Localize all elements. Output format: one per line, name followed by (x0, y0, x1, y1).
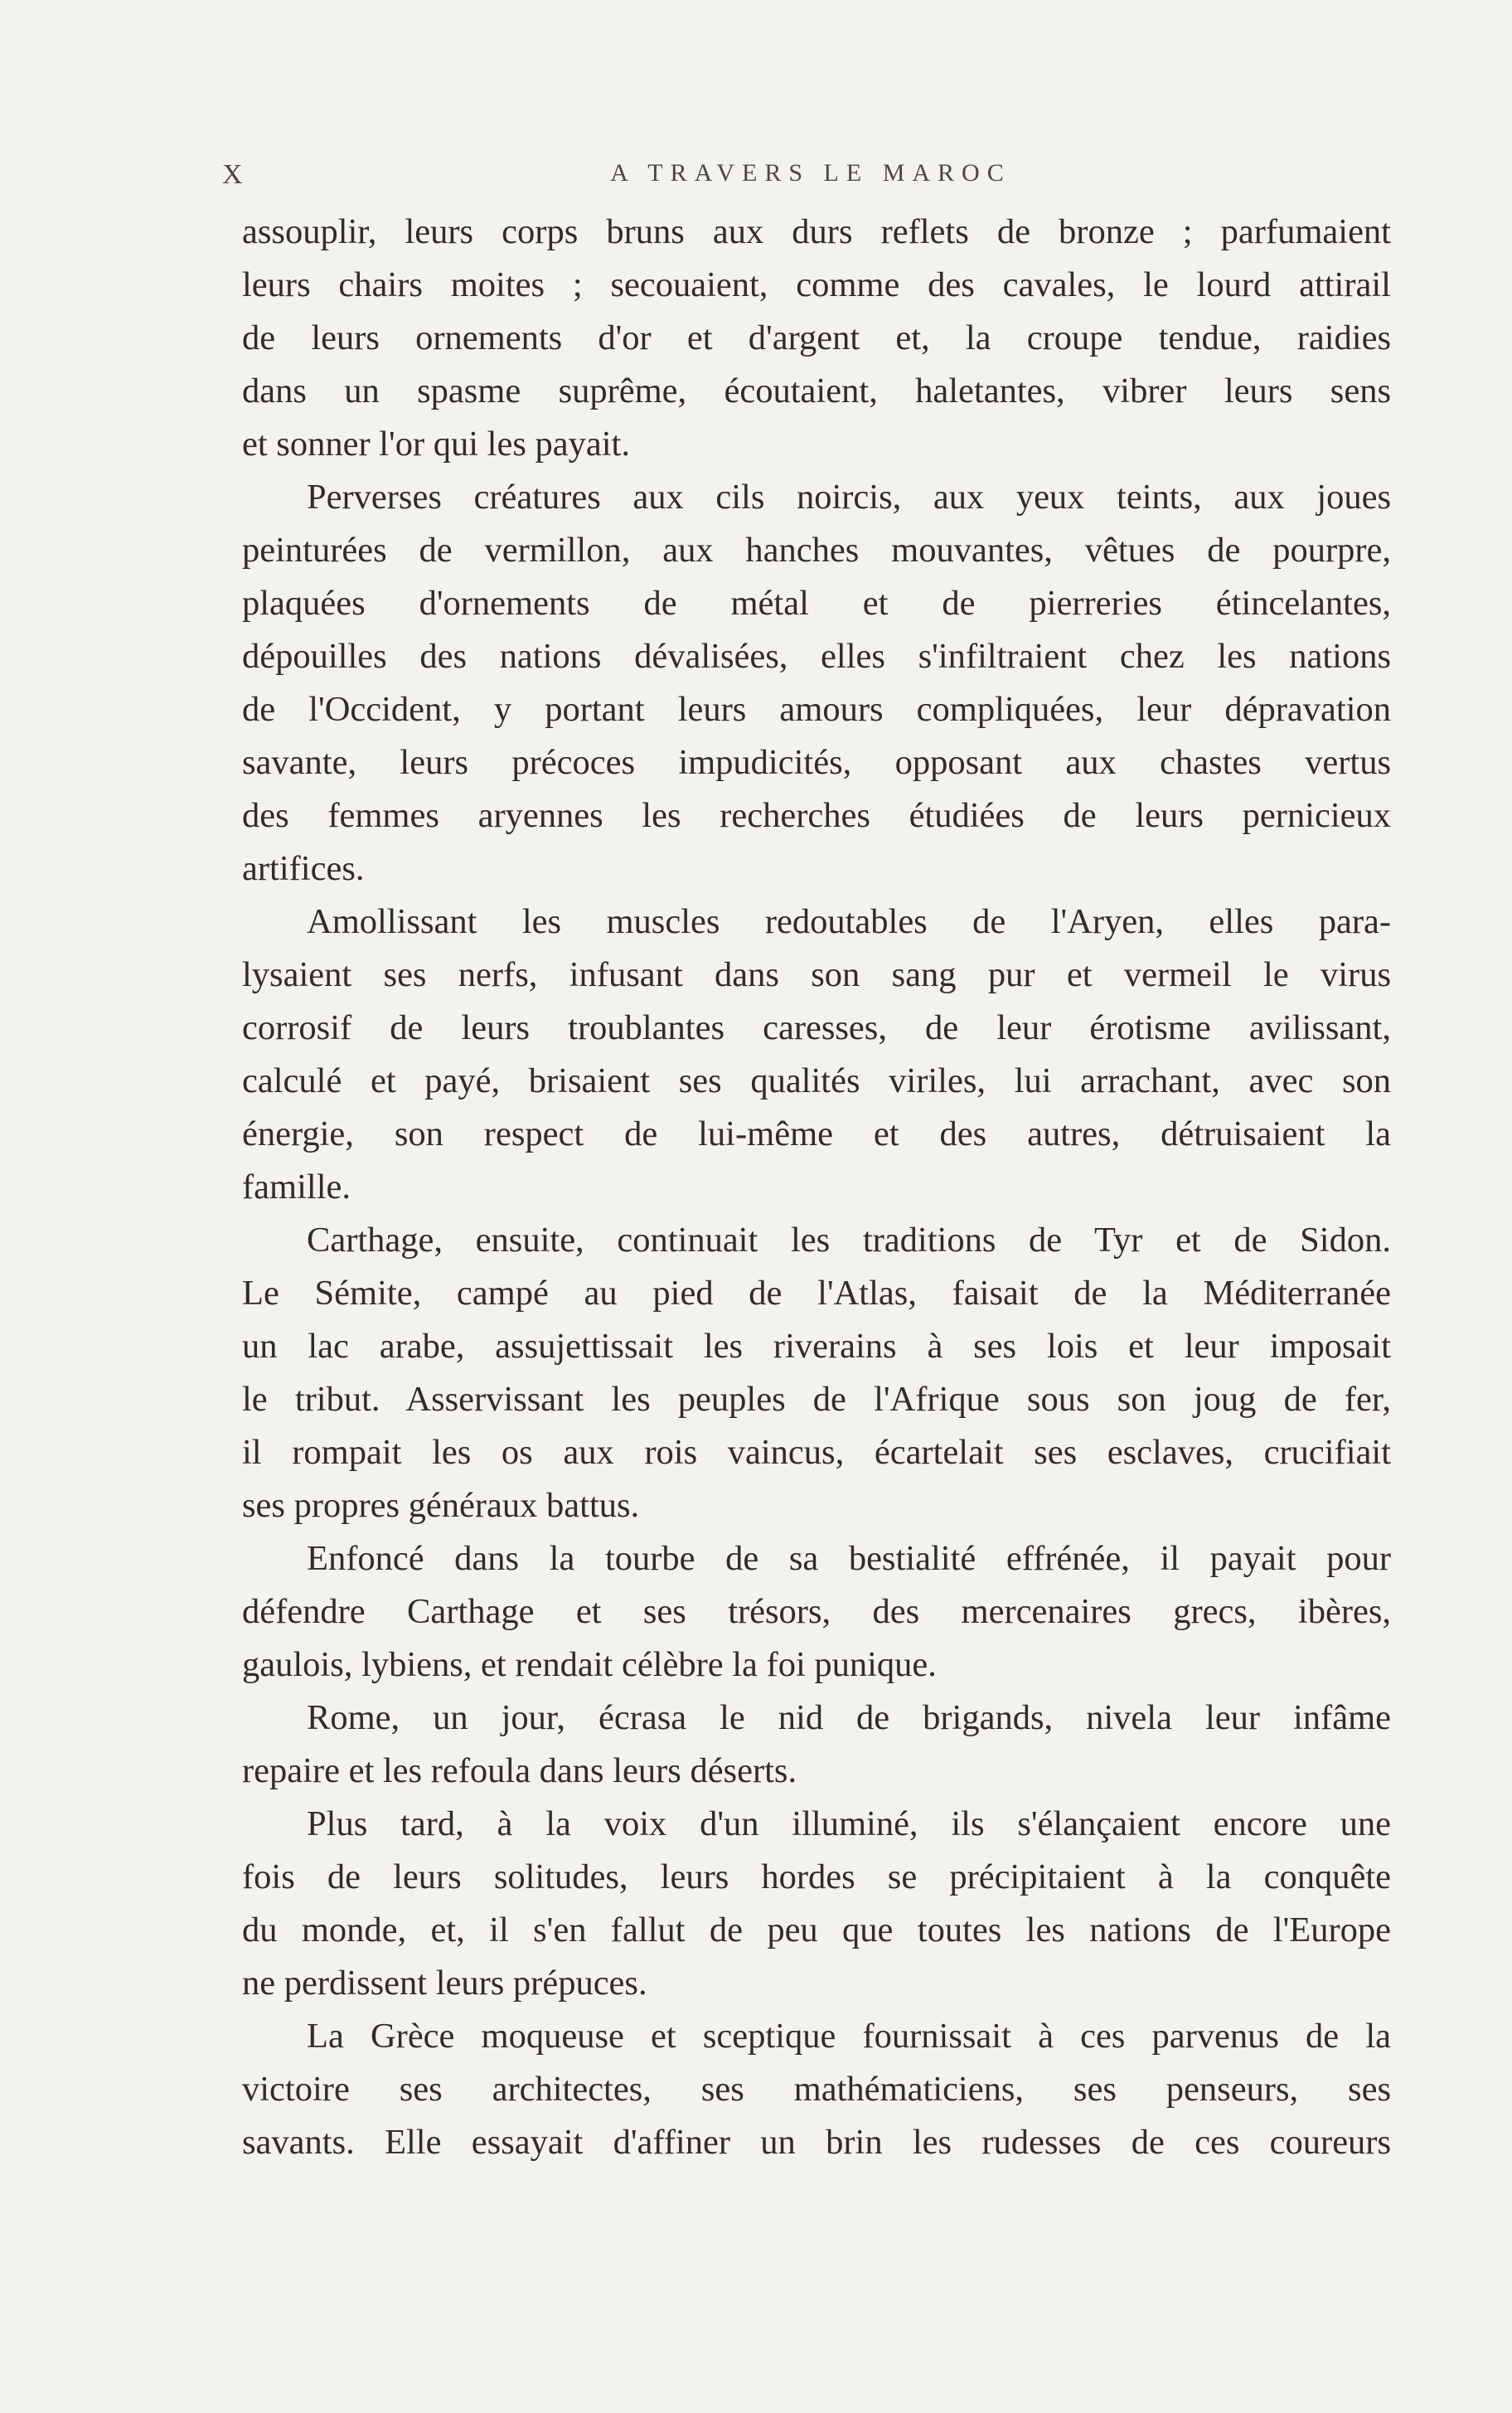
text-line: corrosif de leurs troublantes caresses, de leur érotisme avilissant, (242, 1008, 1391, 1047)
text-line: le tribut. Asservissant les peuples de l'Afrique sous son joug de fer, (242, 1380, 1391, 1419)
text-line: dans un spasme suprême, écoutaient, haletantes, vibrer leurs sens (242, 371, 1391, 410)
text-line: Plus tard, à la voix d'un illuminé, ils s'élançaient encore une (307, 1804, 1391, 1843)
text-line: de leurs ornements d'or et d'argent et, la croupe tendue, raidies (242, 318, 1391, 357)
text-line: dépouilles des nations dévalisées, elles s'infiltraient chez les nations (242, 637, 1391, 676)
text-line: Carthage, ensuite, continuait les traditions de Tyr et de Sidon. (307, 1221, 1391, 1260)
text-line: calculé et payé, brisaient ses qualités viriles, lui arrachant, avec son (242, 1061, 1391, 1100)
text-line: des femmes aryennes les recherches étudiées de leurs pernicieux (242, 796, 1391, 835)
text-line: plaquées d'ornements de métal et de pierreries étincelantes, (242, 584, 1391, 623)
text-line: ne perdissent leurs prépuces. (242, 1964, 647, 2003)
text-line: Enfoncé dans la tourbe de sa bestialité effrénée, il payait pour (307, 1539, 1391, 1578)
text-line: il rompait les os aux rois vaincus, écartelait ses esclaves, crucifiait (242, 1433, 1391, 1472)
text-line: savante, leurs précoces impudicités, opposant aux chastes vertus (242, 743, 1391, 782)
text-line: Rome, un jour, écrasa le nid de brigands, nivela leur infâme (307, 1698, 1391, 1737)
text-line: artifices. (242, 849, 365, 888)
text-line: un lac arabe, assujettissait les riverains à ses lois et leur imposait (242, 1327, 1391, 1366)
running-title: A TRAVERS LE MAROC (610, 159, 1011, 187)
page-header (222, 159, 1399, 199)
text-line: de l'Occident, y portant leurs amours compliquées, leur dépravation (242, 690, 1391, 729)
text-line: leurs chairs moites ; secouaient, comme des cavales, le lourd attirail (242, 265, 1391, 304)
text-line: victoire ses architectes, ses mathématiciens, ses penseurs, ses (242, 2070, 1391, 2109)
text-line: et sonner l'or qui les payait. (242, 425, 630, 464)
page-number: X (222, 159, 245, 190)
text-line: assouplir, leurs corps bruns aux durs reflets de bronze ; parfumaient (242, 212, 1391, 251)
text-line: du monde, et, il s'en fallut de peu que toutes les nations de l'Europe (242, 1910, 1391, 1949)
text-line: peinturées de vermillon, aux hanches mouvantes, vêtues de pourpre, (242, 531, 1391, 570)
text-line: énergie, son respect de lui-même et des autres, détruisaient la (242, 1114, 1391, 1153)
body-text (242, 206, 1391, 2169)
text-line: repaire et les refoula dans leurs déserts. (242, 1751, 797, 1790)
text-line: famille. (242, 1168, 351, 1206)
text-line: Amollissant les muscles redoutables de l'Aryen, elles para- (307, 902, 1391, 941)
text-line: lysaient ses nerfs, infusant dans son sang pur et vermeil le virus (242, 955, 1391, 994)
text-line: gaulois, lybiens, et rendait célèbre la foi punique. (242, 1645, 937, 1684)
text-line: La Grèce moqueuse et sceptique fournissait à ces parvenus de la (307, 2017, 1391, 2056)
text-line: ses propres généraux battus. (242, 1486, 640, 1525)
text-line: savants. Elle essayait d'affiner un brin les rudesses de ces coureurs (242, 2123, 1391, 2162)
text-line: fois de leurs solitudes, leurs hordes se précipitaient à la conquête (242, 1857, 1391, 1896)
text-line: Perverses créatures aux cils noircis, aux yeux teints, aux joues (307, 478, 1391, 517)
text-line: Le Sémite, campé au pied de l'Atlas, faisait de la Méditerranée (242, 1274, 1391, 1313)
text-line: défendre Carthage et ses trésors, des mercenaires grecs, ibères, (242, 1592, 1391, 1631)
